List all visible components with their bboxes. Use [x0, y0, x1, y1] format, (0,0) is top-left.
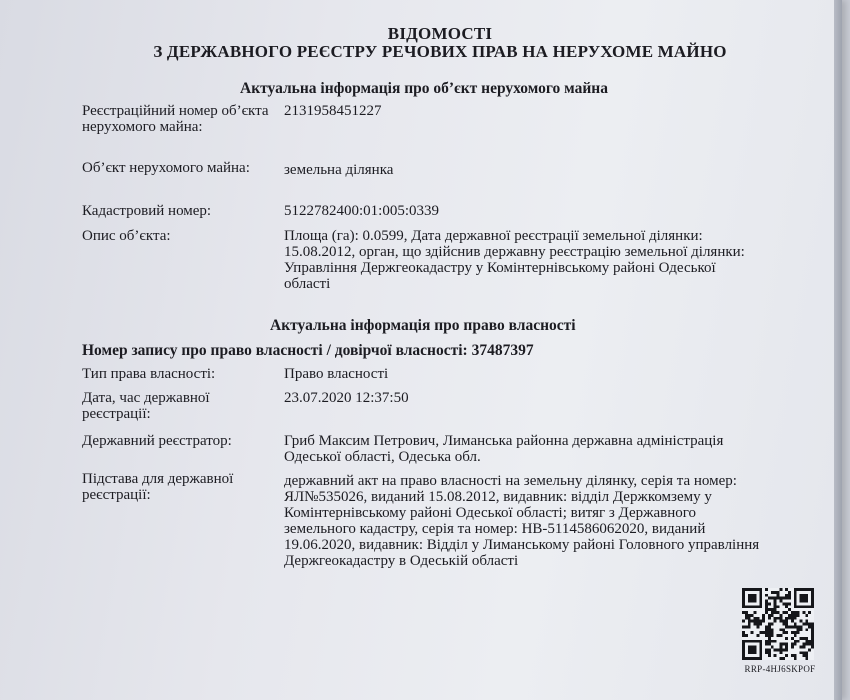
record-number-label: Номер запису про право власності / довірчої власності:: [82, 342, 468, 359]
record-number-line: [82, 342, 534, 360]
record-number-value: 37487397: [471, 342, 534, 359]
object-section-heading: Актуальна інформація про об’єкт нерухомого майна: [240, 80, 608, 97]
row-value-registrar: Гриб Максим Петрович, Лиманська районна державна адміністрація Одеської області, Одеська обл.: [284, 433, 724, 465]
row-value-object: земельна ділянка: [284, 162, 394, 178]
ownership-section-heading: Актуальна інформація про право власності: [270, 317, 576, 334]
qr-code: [742, 588, 814, 660]
row-value-cadastral-number: 5122782400:01:005:0339: [284, 203, 440, 219]
row-label-registration-number: Реєстраційний номер об’єкта нерухомого майна:: [82, 103, 269, 135]
page-edge: [834, 0, 842, 700]
row-value-registration-date: 23.07.2020 12:37:50: [284, 390, 409, 406]
row-label-cadastral-number: Кадастровий номер:: [82, 203, 212, 219]
row-label-object: Об’єкт нерухомого майна:: [82, 160, 250, 176]
document-subtitle: З ДЕРЖАВНОГО РЕЄСТРУ РЕЧОВИХ ПРАВ НА НЕРУХОМЕ МАЙНО: [153, 42, 727, 61]
qr-code-label: RRP-4HJ6SKPOF: [744, 664, 816, 674]
row-value-registration-basis: державний акт на право власності на земельну ділянку, серія та номер: ЯЛ№535026, виданий 15.08.2012, видавник: відділ Держкомзему у Комінтернівському районі Одеської області; витяг з Державного земельного кадастру, серія та номер: НВ-5114586062020, виданий 19.06.2020, видавник: Відділ у Лиманському районі Головного управління Держгеокадастру в Одеській області: [284, 473, 760, 569]
row-value-registration-number: 2131958451227: [284, 103, 382, 119]
row-label-registration-date: Дата, час державної реєстрації:: [82, 390, 210, 422]
row-value-description: Площа (га): 0.0599, Дата державної реєстрації земельної ділянки: 15.08.2012, орган, що здійснив державну реєстрацію земельної ділянки: Управління Держгеокадастру у Комінтернівському районі Одеської області: [284, 228, 745, 292]
row-label-registrar: Державний реєстратор:: [82, 433, 232, 449]
row-label-ownership-type: Тип права власності:: [82, 366, 216, 382]
document-title: ВІДОМОСТІ: [387, 24, 493, 43]
row-label-registration-basis: Підстава для державної реєстрації:: [82, 471, 234, 503]
row-label-description: Опис об’єкта:: [82, 228, 171, 244]
row-value-ownership-type: Право власності: [284, 366, 389, 382]
